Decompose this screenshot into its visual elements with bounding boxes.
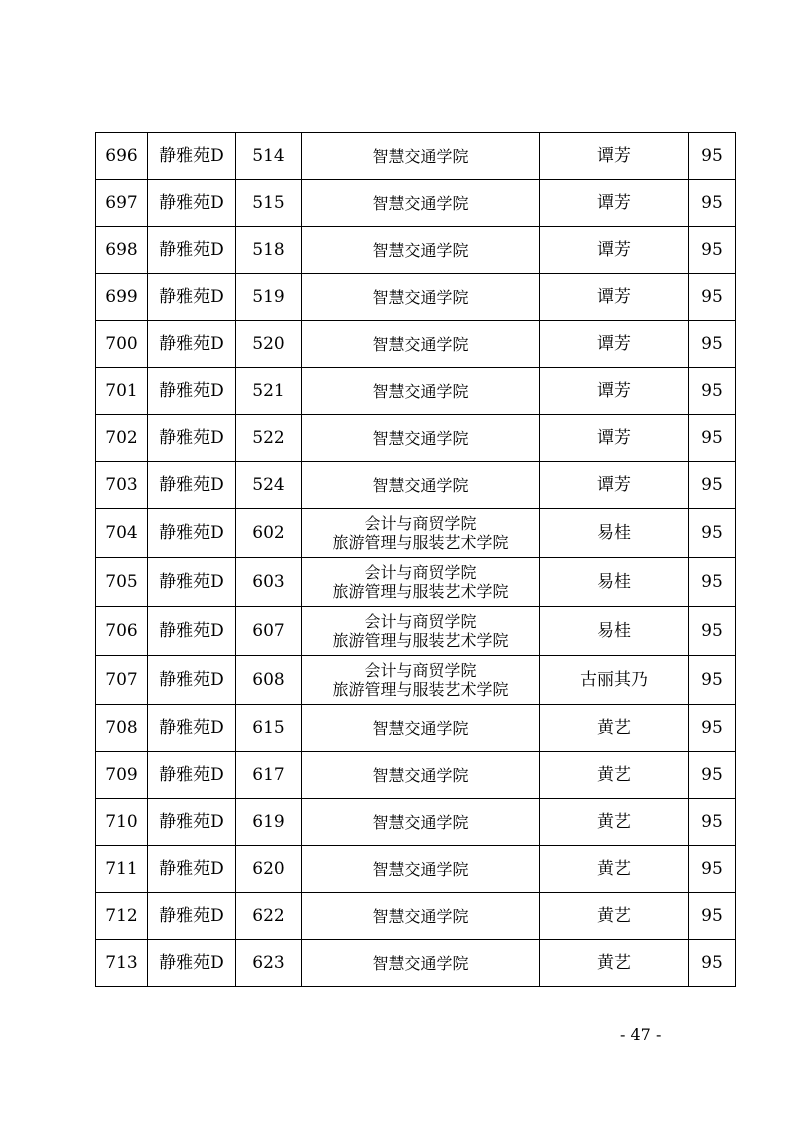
- room-cell: 617: [236, 752, 302, 799]
- counselor-cell: 黄艺: [540, 893, 689, 940]
- table-row: [96, 656, 736, 705]
- row-number-cell: 712: [96, 893, 148, 940]
- score-cell: 95: [689, 462, 736, 509]
- score-cell: 95: [689, 940, 736, 987]
- table-body: [96, 133, 736, 987]
- row-number-cell: 704: [96, 509, 148, 558]
- building-cell: 静雅苑D: [148, 274, 236, 321]
- college-name: 智慧交通学院: [372, 381, 469, 401]
- college-cell: [302, 656, 540, 705]
- college-cell: [302, 133, 540, 180]
- counselor-cell: 谭芳: [540, 368, 689, 415]
- room-cell: 615: [236, 705, 302, 752]
- table-row: [96, 799, 736, 846]
- building-cell: 静雅苑D: [148, 133, 236, 180]
- room-cell: 521: [236, 368, 302, 415]
- table-row: [96, 274, 736, 321]
- room-cell: 515: [236, 180, 302, 227]
- college-cell: [302, 274, 540, 321]
- building-cell: 静雅苑D: [148, 180, 236, 227]
- college-name: 智慧交通学院: [372, 953, 469, 973]
- college-name: 旅游管理与服装艺术学院: [332, 631, 509, 650]
- college-name: 智慧交通学院: [372, 812, 469, 832]
- room-cell: 619: [236, 799, 302, 846]
- table-row: [96, 607, 736, 656]
- row-number-cell: 701: [96, 368, 148, 415]
- counselor-cell: 谭芳: [540, 462, 689, 509]
- table-row: [96, 462, 736, 509]
- row-number-cell: 700: [96, 321, 148, 368]
- college-name: 会计与商贸学院: [364, 612, 477, 631]
- building-cell: 静雅苑D: [148, 321, 236, 368]
- score-cell: 95: [689, 415, 736, 462]
- room-cell: 608: [236, 656, 302, 705]
- table-row: [96, 752, 736, 799]
- college-name: 会计与商贸学院: [364, 563, 477, 582]
- score-cell: 95: [689, 368, 736, 415]
- score-cell: 95: [689, 846, 736, 893]
- college-cell: [302, 509, 540, 558]
- score-cell: 95: [689, 558, 736, 607]
- table-row: [96, 509, 736, 558]
- college-name: 智慧交通学院: [372, 193, 469, 213]
- counselor-cell: 谭芳: [540, 227, 689, 274]
- college-cell: [302, 462, 540, 509]
- counselor-cell: 易桂: [540, 607, 689, 656]
- college-cell: [302, 321, 540, 368]
- building-cell: 静雅苑D: [148, 462, 236, 509]
- page-number: - 47 -: [620, 1025, 662, 1044]
- building-cell: 静雅苑D: [148, 368, 236, 415]
- room-cell: 603: [236, 558, 302, 607]
- building-cell: 静雅苑D: [148, 752, 236, 799]
- college-name: 会计与商贸学院: [364, 661, 477, 680]
- college-cell: [302, 558, 540, 607]
- score-cell: 95: [689, 607, 736, 656]
- room-cell: 520: [236, 321, 302, 368]
- row-number-cell: 705: [96, 558, 148, 607]
- counselor-cell: 谭芳: [540, 133, 689, 180]
- college-name: 智慧交通学院: [372, 334, 469, 354]
- table-row: [96, 893, 736, 940]
- counselor-cell: 黄艺: [540, 940, 689, 987]
- building-cell: 静雅苑D: [148, 705, 236, 752]
- table-row: [96, 133, 736, 180]
- college-cell: [302, 940, 540, 987]
- table-row: [96, 227, 736, 274]
- room-cell: 514: [236, 133, 302, 180]
- row-number-cell: 710: [96, 799, 148, 846]
- row-number-cell: 711: [96, 846, 148, 893]
- building-cell: 静雅苑D: [148, 799, 236, 846]
- counselor-cell: 易桂: [540, 509, 689, 558]
- building-cell: 静雅苑D: [148, 607, 236, 656]
- row-number-cell: 698: [96, 227, 148, 274]
- college-cell: [302, 799, 540, 846]
- score-cell: 95: [689, 893, 736, 940]
- college-cell: [302, 180, 540, 227]
- building-cell: 静雅苑D: [148, 558, 236, 607]
- row-number-cell: 707: [96, 656, 148, 705]
- college-name: 智慧交通学院: [372, 475, 469, 495]
- row-number-cell: 699: [96, 274, 148, 321]
- table-row: [96, 415, 736, 462]
- counselor-cell: 易桂: [540, 558, 689, 607]
- college-name: 智慧交通学院: [372, 718, 469, 738]
- row-number-cell: 708: [96, 705, 148, 752]
- college-cell: [302, 415, 540, 462]
- score-cell: 95: [689, 227, 736, 274]
- room-cell: 623: [236, 940, 302, 987]
- college-name: 智慧交通学院: [372, 287, 469, 307]
- row-number-cell: 702: [96, 415, 148, 462]
- table-row: [96, 940, 736, 987]
- score-cell: 95: [689, 321, 736, 368]
- score-cell: 95: [689, 752, 736, 799]
- score-cell: 95: [689, 133, 736, 180]
- college-name: 智慧交通学院: [372, 906, 469, 926]
- college-name: 旅游管理与服装艺术学院: [332, 533, 509, 552]
- room-cell: 622: [236, 893, 302, 940]
- building-cell: 静雅苑D: [148, 509, 236, 558]
- table-row: [96, 558, 736, 607]
- table-row: [96, 180, 736, 227]
- counselor-cell: 黄艺: [540, 846, 689, 893]
- college-cell: [302, 227, 540, 274]
- score-cell: 95: [689, 705, 736, 752]
- room-cell: 522: [236, 415, 302, 462]
- row-number-cell: 706: [96, 607, 148, 656]
- building-cell: 静雅苑D: [148, 415, 236, 462]
- college-name: 智慧交通学院: [372, 146, 469, 166]
- college-name: 智慧交通学院: [372, 240, 469, 260]
- counselor-cell: 古丽其乃: [540, 656, 689, 705]
- building-cell: 静雅苑D: [148, 940, 236, 987]
- college-name: 智慧交通学院: [372, 859, 469, 879]
- table-row: [96, 368, 736, 415]
- room-cell: 602: [236, 509, 302, 558]
- table-row: [96, 321, 736, 368]
- table-row: [96, 846, 736, 893]
- building-cell: 静雅苑D: [148, 893, 236, 940]
- dormitory-score-table: [95, 132, 736, 987]
- score-cell: 95: [689, 509, 736, 558]
- college-cell: [302, 846, 540, 893]
- row-number-cell: 703: [96, 462, 148, 509]
- college-cell: [302, 705, 540, 752]
- score-cell: 95: [689, 180, 736, 227]
- score-cell: 95: [689, 656, 736, 705]
- counselor-cell: 黄艺: [540, 752, 689, 799]
- room-cell: 524: [236, 462, 302, 509]
- room-cell: 607: [236, 607, 302, 656]
- college-cell: [302, 607, 540, 656]
- college-cell: [302, 368, 540, 415]
- counselor-cell: 黄艺: [540, 705, 689, 752]
- row-number-cell: 709: [96, 752, 148, 799]
- table-row: [96, 705, 736, 752]
- college-cell: [302, 893, 540, 940]
- room-cell: 620: [236, 846, 302, 893]
- counselor-cell: 黄艺: [540, 799, 689, 846]
- score-cell: 95: [689, 799, 736, 846]
- counselor-cell: 谭芳: [540, 274, 689, 321]
- row-number-cell: 696: [96, 133, 148, 180]
- building-cell: 静雅苑D: [148, 846, 236, 893]
- row-number-cell: 713: [96, 940, 148, 987]
- college-name: 会计与商贸学院: [364, 514, 477, 533]
- counselor-cell: 谭芳: [540, 180, 689, 227]
- college-cell: [302, 752, 540, 799]
- row-number-cell: 697: [96, 180, 148, 227]
- building-cell: 静雅苑D: [148, 227, 236, 274]
- college-name: 旅游管理与服装艺术学院: [332, 680, 509, 699]
- college-name: 智慧交通学院: [372, 428, 469, 448]
- score-cell: 95: [689, 274, 736, 321]
- counselor-cell: 谭芳: [540, 321, 689, 368]
- college-name: 智慧交通学院: [372, 765, 469, 785]
- building-cell: 静雅苑D: [148, 656, 236, 705]
- room-cell: 518: [236, 227, 302, 274]
- counselor-cell: 谭芳: [540, 415, 689, 462]
- room-cell: 519: [236, 274, 302, 321]
- college-name: 旅游管理与服装艺术学院: [332, 582, 509, 601]
